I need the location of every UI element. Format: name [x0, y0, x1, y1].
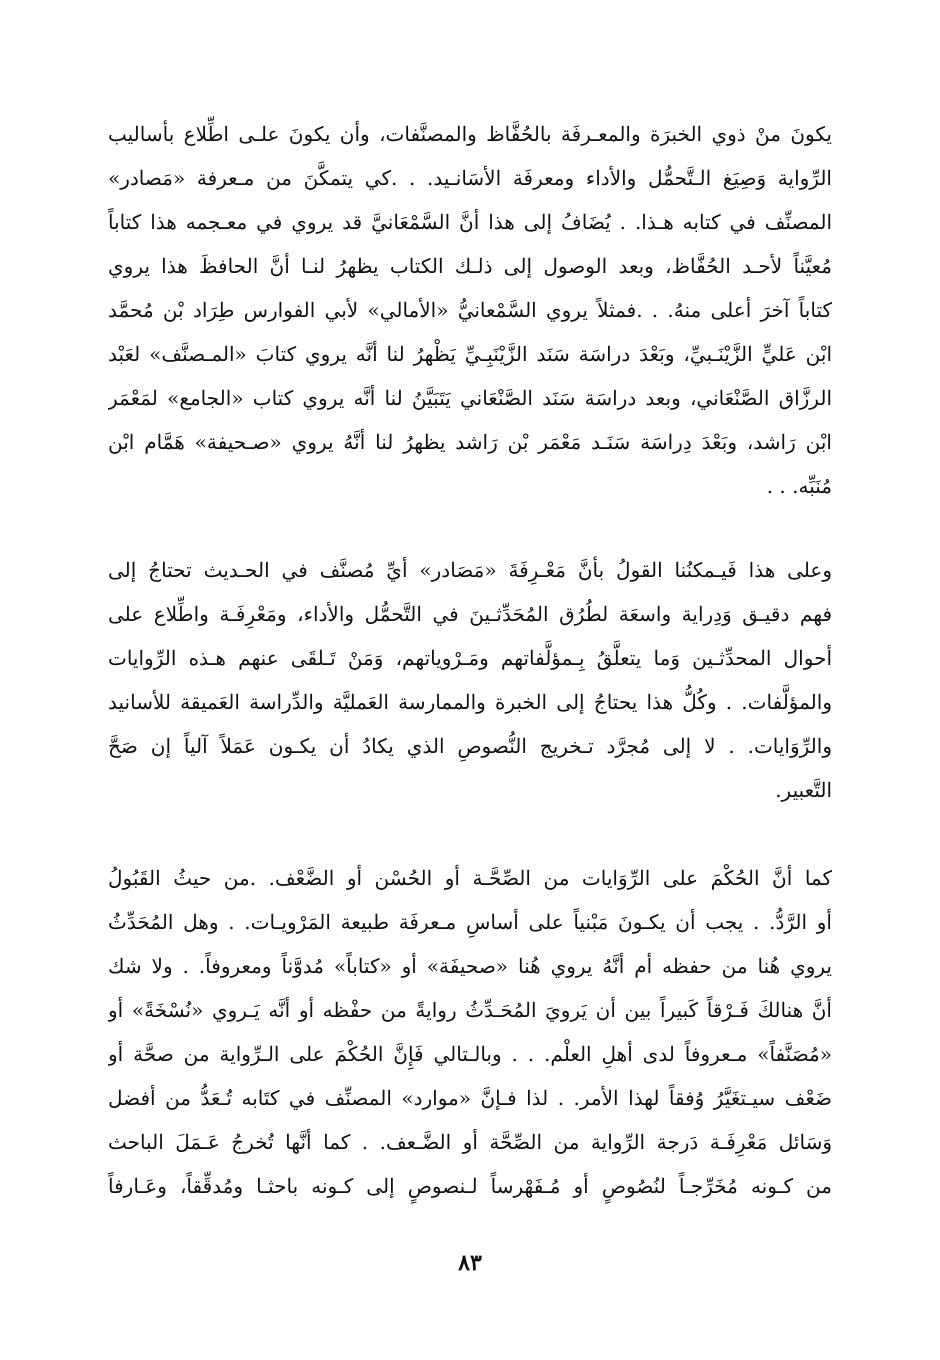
- text-line: فهم دقيـق وَدِراية واسعَة لطُرُق المُحَدِّثـينَ في التَّحمُّل والأداء، ومَعْرِفَـة واطِّلاع على: [108, 602, 832, 626]
- paragraph-2: [108, 548, 832, 812]
- text-line: كما أنَّ الحُكْمَ على الرِّوَايات من الصِّحَّـة أو الحُسْن أو الضَّعْف. .من حيثُ القَبُولُ: [108, 866, 832, 890]
- text-line: المصنِّف في كتابه هـذا. . يُضَافُ إلى هذا أنَّ السَّمْعَانيَّ قد يروي في معـجمه هذا كتاباً: [108, 210, 832, 234]
- page-number: ٨٣: [458, 1250, 482, 1276]
- paragraph-3: [108, 856, 832, 1208]
- text-line: يروي هُنا من حفظه أم أنَّهُ يروي هُنا «صحيفَة» أو «كتاباً» مُدوَّناً ومعروفاً. . ولا شك: [108, 954, 832, 978]
- paragraph-1: [108, 112, 832, 508]
- text-line: والرِّوَايات. . لا إلى مُجرَّد تـخريج النُّصوصِ الذي يكادُ أن يكـون عَمَلاً آلياً إن صَحَّ: [108, 734, 832, 758]
- text-line: أنَّ هنالكَ فَـرْقاً كَبيراً بين أن يَرويَ المُحَـدِّثُ روايةً من حفْظه أو أنَّه يَـروي «نُسْخَةً» أو: [108, 998, 832, 1022]
- text-line: التَّعبير.: [775, 778, 832, 802]
- text-line: من كـونه مُخَرِّجـاً لنُصُوصٍ أو مُـفَهْرساً لـنصوصٍ إلى كـونه باحثـا ومُدقِّقاً، وعَـارفاً: [108, 1174, 832, 1198]
- text-line: كتاباً آخرَ أعلى منهُ. . .فمثلاً يروي السَّمْعانيُّ «الأمالي» لأبي الفوارس طِرَاد بْن مُحمَّد: [108, 298, 832, 322]
- text-line: ابْن عَليٍّ الزَّيْنَـبيِّ، وبَعْدَ دراسَة سَنَد الزَّيْنَبِـيِّ يَظْهرُ لنا أنَّه يروي كتابَ «المـصنَّف» لعَبْد: [108, 342, 832, 366]
- text-line: أو الرَّدُّ. . يجب أن يكـونَ مَبْنياً على أساسِ مـعرفَة طبيعة المَرْويـات. . وهل المُحَدِّثُ: [108, 910, 832, 934]
- text-line: يكونَ منْ ذوي الخبرَة والمعـرفَة بالحُفَّاظ والمصنَّفات، وأن يكونَ علـى اطِّلاع بأساليب: [108, 122, 832, 146]
- text-line: وَسَائل مَعْرِفَـة دَرجة الرِّواية من الصِّحَّة أو الضَّـعف. . كما أنَّها تُخرجُ عَـمَلَ الباحث: [108, 1130, 832, 1154]
- text-line: ابْن رَاشد، وبَعْدَ دِراسَة سَنَـد مَعْمَر بْن رَاشد يظهرُ لنا أنَّهُ يروي «صـحيفة» هَمَّام ابْن: [108, 430, 832, 454]
- text-line: ضَعْف سيـتغَيَّرُ وُفقاً لهذا الأمر. . لذا فـإنَّ «موارد» المصنِّف في كتَابه تُـعَدُّ من أفضل: [108, 1086, 832, 1110]
- text-line: «مُصَنَّفاً» مـعروفاً لدى أهلِ العلْم. . . وبالـتالي فَإِنَّ الحُكْمَ على الـرِّواية من صحَّة أو: [108, 1042, 832, 1066]
- text-line: مُعيَّناً لأحـد الحُفَّاظ، وبعد الوصول إلى ذلـك الكتاب يظهرُ لنـا أنَّ الحافظَ هذا يروي: [108, 254, 832, 278]
- text-line: مُنَبِّه. . .: [766, 474, 832, 498]
- text-line: أحوال المحدِّثـين وَما يتعلَّقُ بِـمؤلَّفاتهم ومَـرْوياتهم، وَمَنْ تَـلقَى عنهم هـذه الرِّوايات: [108, 646, 832, 670]
- text-line: وعلى هذا فَيـمكنُنا القولُ بأنَّ مَعْـرِفَةَ «مَصَادر» أيِّ مُصنَّف في الحـديث تحتاجُ إلى: [108, 558, 832, 582]
- text-line: الرِّواية وَصِيَغ الـتَّحمُّل والأداء ومعرفَة الأسَانـيد. . .كي يتمكَّنَ من مـعرفة «مَصادر»: [108, 166, 832, 190]
- text-line: والمؤلَّفات. . وكُلُّ هذا يحتاجُ إلى الخبرة والممارسة العَمليَّة والدِّراسة العَميقة للأسانيد: [108, 690, 832, 714]
- text-line: الرزَّاق الصَّنْعَاني، وبعد دراسَة سَنَد الصَّنْعَاني يَتَبَيَّنُ لنا أنَّه يروي كتاب «الجامع» لمَعْمَر: [108, 386, 832, 410]
